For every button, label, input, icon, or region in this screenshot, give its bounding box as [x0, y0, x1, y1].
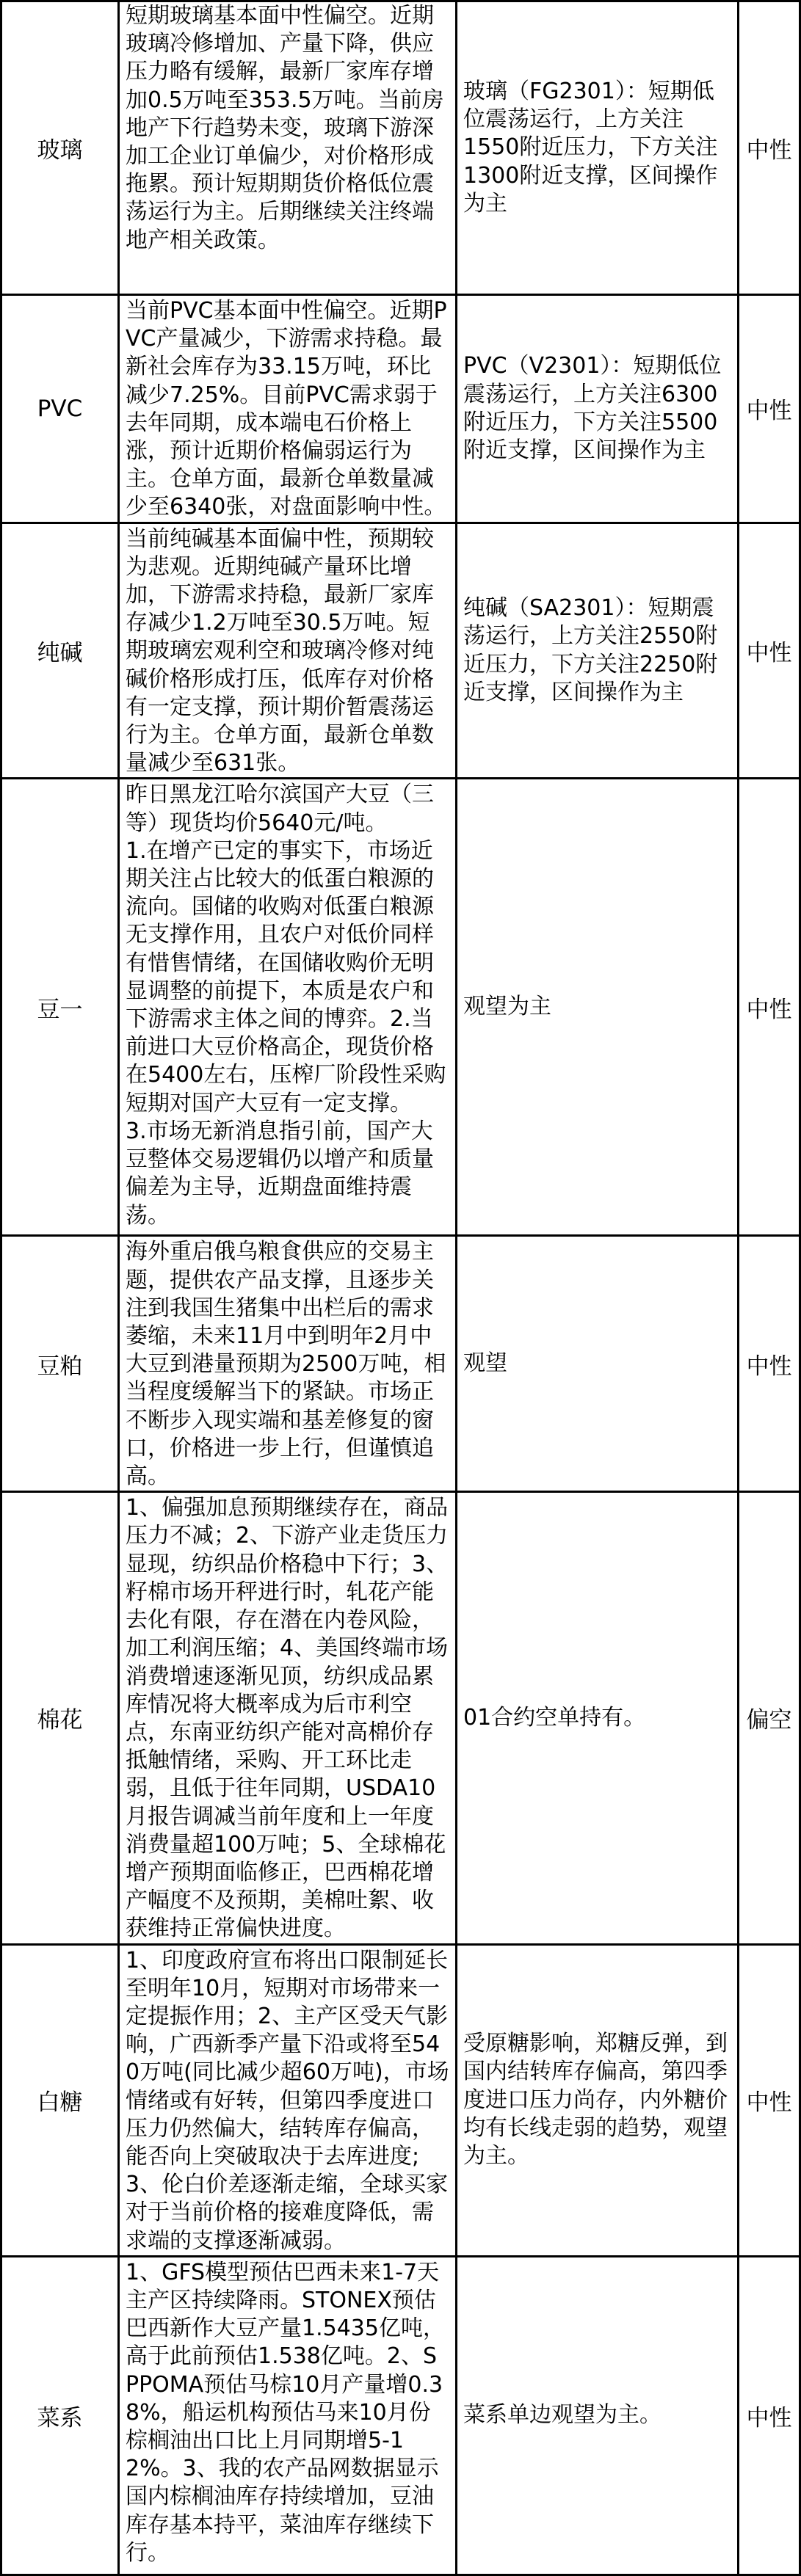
rating-badge: 中性 [739, 1236, 800, 1492]
table-row [1, 295, 800, 523]
trading-strategy: 菜系单边观望为主。 [457, 2256, 739, 2575]
rating-badge: 中性 [739, 1, 800, 295]
commodity-name: 豆粕 [1, 1236, 119, 1492]
rating-badge: 中性 [739, 1944, 800, 2256]
trading-strategy: 01合约空单持有。 [457, 1492, 739, 1944]
analysis-text: 当前PVC基本面中性偏空。近期PVC产量减少，下游需求持稳。最新社会库存为33.15万吨，环比减少7.25%。目前PVC需求弱于去年同期，成本端电石价格上涨，预计近期价格偏弱运行为主。仓单方面，最新仓单数量减少至6340张，对盘面影响中性。 [126, 298, 447, 520]
trading-strategy: 受原糖影响，郑糖反弹，到国内结转库存偏高，第四季度进口压力尚存，内外糖价均有长线走弱的趋势，观望为主。 [457, 1944, 739, 2256]
commodity-name: 菜系 [1, 2256, 119, 2575]
analysis-text: 海外重启俄乌粮食供应的交易主题，提供农产品支撑，且逐步关注到我国生猪集中出栏后的需求萎缩，未来11月中到明年2月中大豆到港量预期为2500万吨，相当程度缓解当下的紧缺。市场正不断步入现实端和基差修复的窗口，价格进一步上行，但谨慎追高。 [126, 1239, 446, 1490]
rating-badge: 中性 [739, 2256, 800, 2575]
fundamental-analysis [119, 2256, 457, 2575]
fundamental-analysis [119, 779, 457, 1236]
rating-badge: 中性 [739, 523, 800, 779]
commodity-name: PVC [1, 295, 119, 523]
table-row [1, 1236, 800, 1492]
table-row [1, 1944, 800, 2256]
trading-strategy: PVC（V2301）：短期低位震荡运行，上方关注6300附近压力，下方关注5500附近支撑，区间操作为主 [457, 295, 739, 523]
rating-badge: 中性 [739, 779, 800, 1236]
commodity-name: 纯碱 [1, 523, 119, 779]
table-row [1, 779, 800, 1236]
commodity-name: 豆一 [1, 779, 119, 1236]
rating-badge: 偏空 [739, 1492, 800, 1944]
analysis-text: 当前纯碱基本面偏中性，预期较为悲观。近期纯碱产量环比增加，下游需求持稳，最新厂家库存减少1.2万吨至30.5万吨。短期玻璃宏观利空和玻璃冷修对纯碱价格形成打压，低库存对价格有一定支撑，预计期价暂震荡运行为主。仓单方面，最新仓单数量减少至631张。 [126, 525, 434, 776]
trading-strategy: 观望为主 [457, 779, 739, 1236]
analysis-text: 1、GFS模型预估巴西未来1-7天主产区持续降雨。STONEX预估巴西新作大豆产量1.5435亿吨，高于此前预估1.538亿吨。2、SPPOMA预估马棕10月产量增0.38%，船运机构预估马来10月份棕榈油出口比上月同期增5-12%。3、我的农产品网数据显示国内棕榈油库存持续增加，豆油库存基本持平，菜油库存继续下行。 [126, 2259, 445, 2566]
fundamental-analysis [119, 1944, 457, 2256]
table-row [1, 2256, 800, 2575]
analysis-text: 昨日黑龙江哈尔滨国产大豆（三等）现货均价5640元/吨。 1.在增产已定的事实下，市场近期关注占比较大的低蛋白粮源的流向。国储的收购对低蛋白粮源无支撑作用，且农户对低价同样有惜售情绪，在国储收购价无明显调整的前提下，本质是农户和下游需求主体之间的博弈。2.当前进口大豆价格高企，现货价格在5400左右，压榨厂阶段性采购短期对国产大豆有一定支撑。 3.市场无新消息指引前，国产大豆整体交易逻辑仍以增产和质量偏差为主导，近期盘面维持震荡。 [126, 782, 446, 1229]
analysis-text: 1、印度政府宣布将出口限制延长至明年10月，短期对市场带来一定提振作用；2、主产区受天气影响，广西新季产量下沿或将至540万吨(同比减少超60万吨)，市场情绪或有好转，但第四季度进口压力仍然偏大，结转库存偏高，能否向上突破取决于去库进度;3、伦白价差逐渐走缩，全球买家对于当前价格的接难度降低，需求端的支撑逐渐减弱。 [126, 1947, 449, 2254]
table-row [1, 1492, 800, 1944]
trading-strategy: 纯碱（SA2301）：短期震荡运行，上方关注2550附近压力，下方关注2250附近支撑，区间操作为主 [457, 523, 739, 779]
fundamental-analysis [119, 1, 457, 295]
table-row [1, 523, 800, 779]
analysis-text: 短期玻璃基本面中性偏空。近期玻璃冷修增加、产量下降，供应压力略有缓解，最新厂家库存增加0.5万吨至353.5万吨。当前房地产下行趋势未变，玻璃下游深加工企业订单偏少，对价格形成拖累。预计短期期货价格低位震荡运行为主。后期继续关注终端地产相关政策。 [126, 3, 444, 253]
analysis-text: 1、偏强加息预期继续存在，商品压力不减；2、下游产业走货压力显现，纺织品价格稳中下行；3、籽棉市场开秤进行时，轧花产能去化有限，存在潜在内卷风险，加工利润压缩；4、美国终端市场消费增速逐渐见顶，纺织成品累库情况将大概率成为后市利空点，东南亚纺织产能对高棉价存抵触情绪，采购、开工环比走弱，且低于往年同期，USDA10月报告调减当前年度和上一年度消费量超100万吨；5、全球棉花增产预期面临修正，巴西棉花增产幅度不及预期，美棉吐絮、收获维持正常偏快进度。 [126, 1495, 449, 1942]
commodity-name: 白糖 [1, 1944, 119, 2256]
trading-strategy: 玻璃（FG2301）：短期低位震荡运行，上方关注1550附近压力，下方关注1300附近支撑，区间操作为主 [457, 1, 739, 295]
fundamental-analysis [119, 1236, 457, 1492]
fundamental-analysis [119, 295, 457, 523]
fundamental-analysis [119, 1492, 457, 1944]
commodity-name: 玻璃 [1, 1, 119, 295]
rating-badge: 中性 [739, 295, 800, 523]
table-row [1, 1, 800, 295]
commodity-name: 棉花 [1, 1492, 119, 1944]
fundamental-analysis [119, 523, 457, 779]
trading-strategy: 观望 [457, 1236, 739, 1492]
